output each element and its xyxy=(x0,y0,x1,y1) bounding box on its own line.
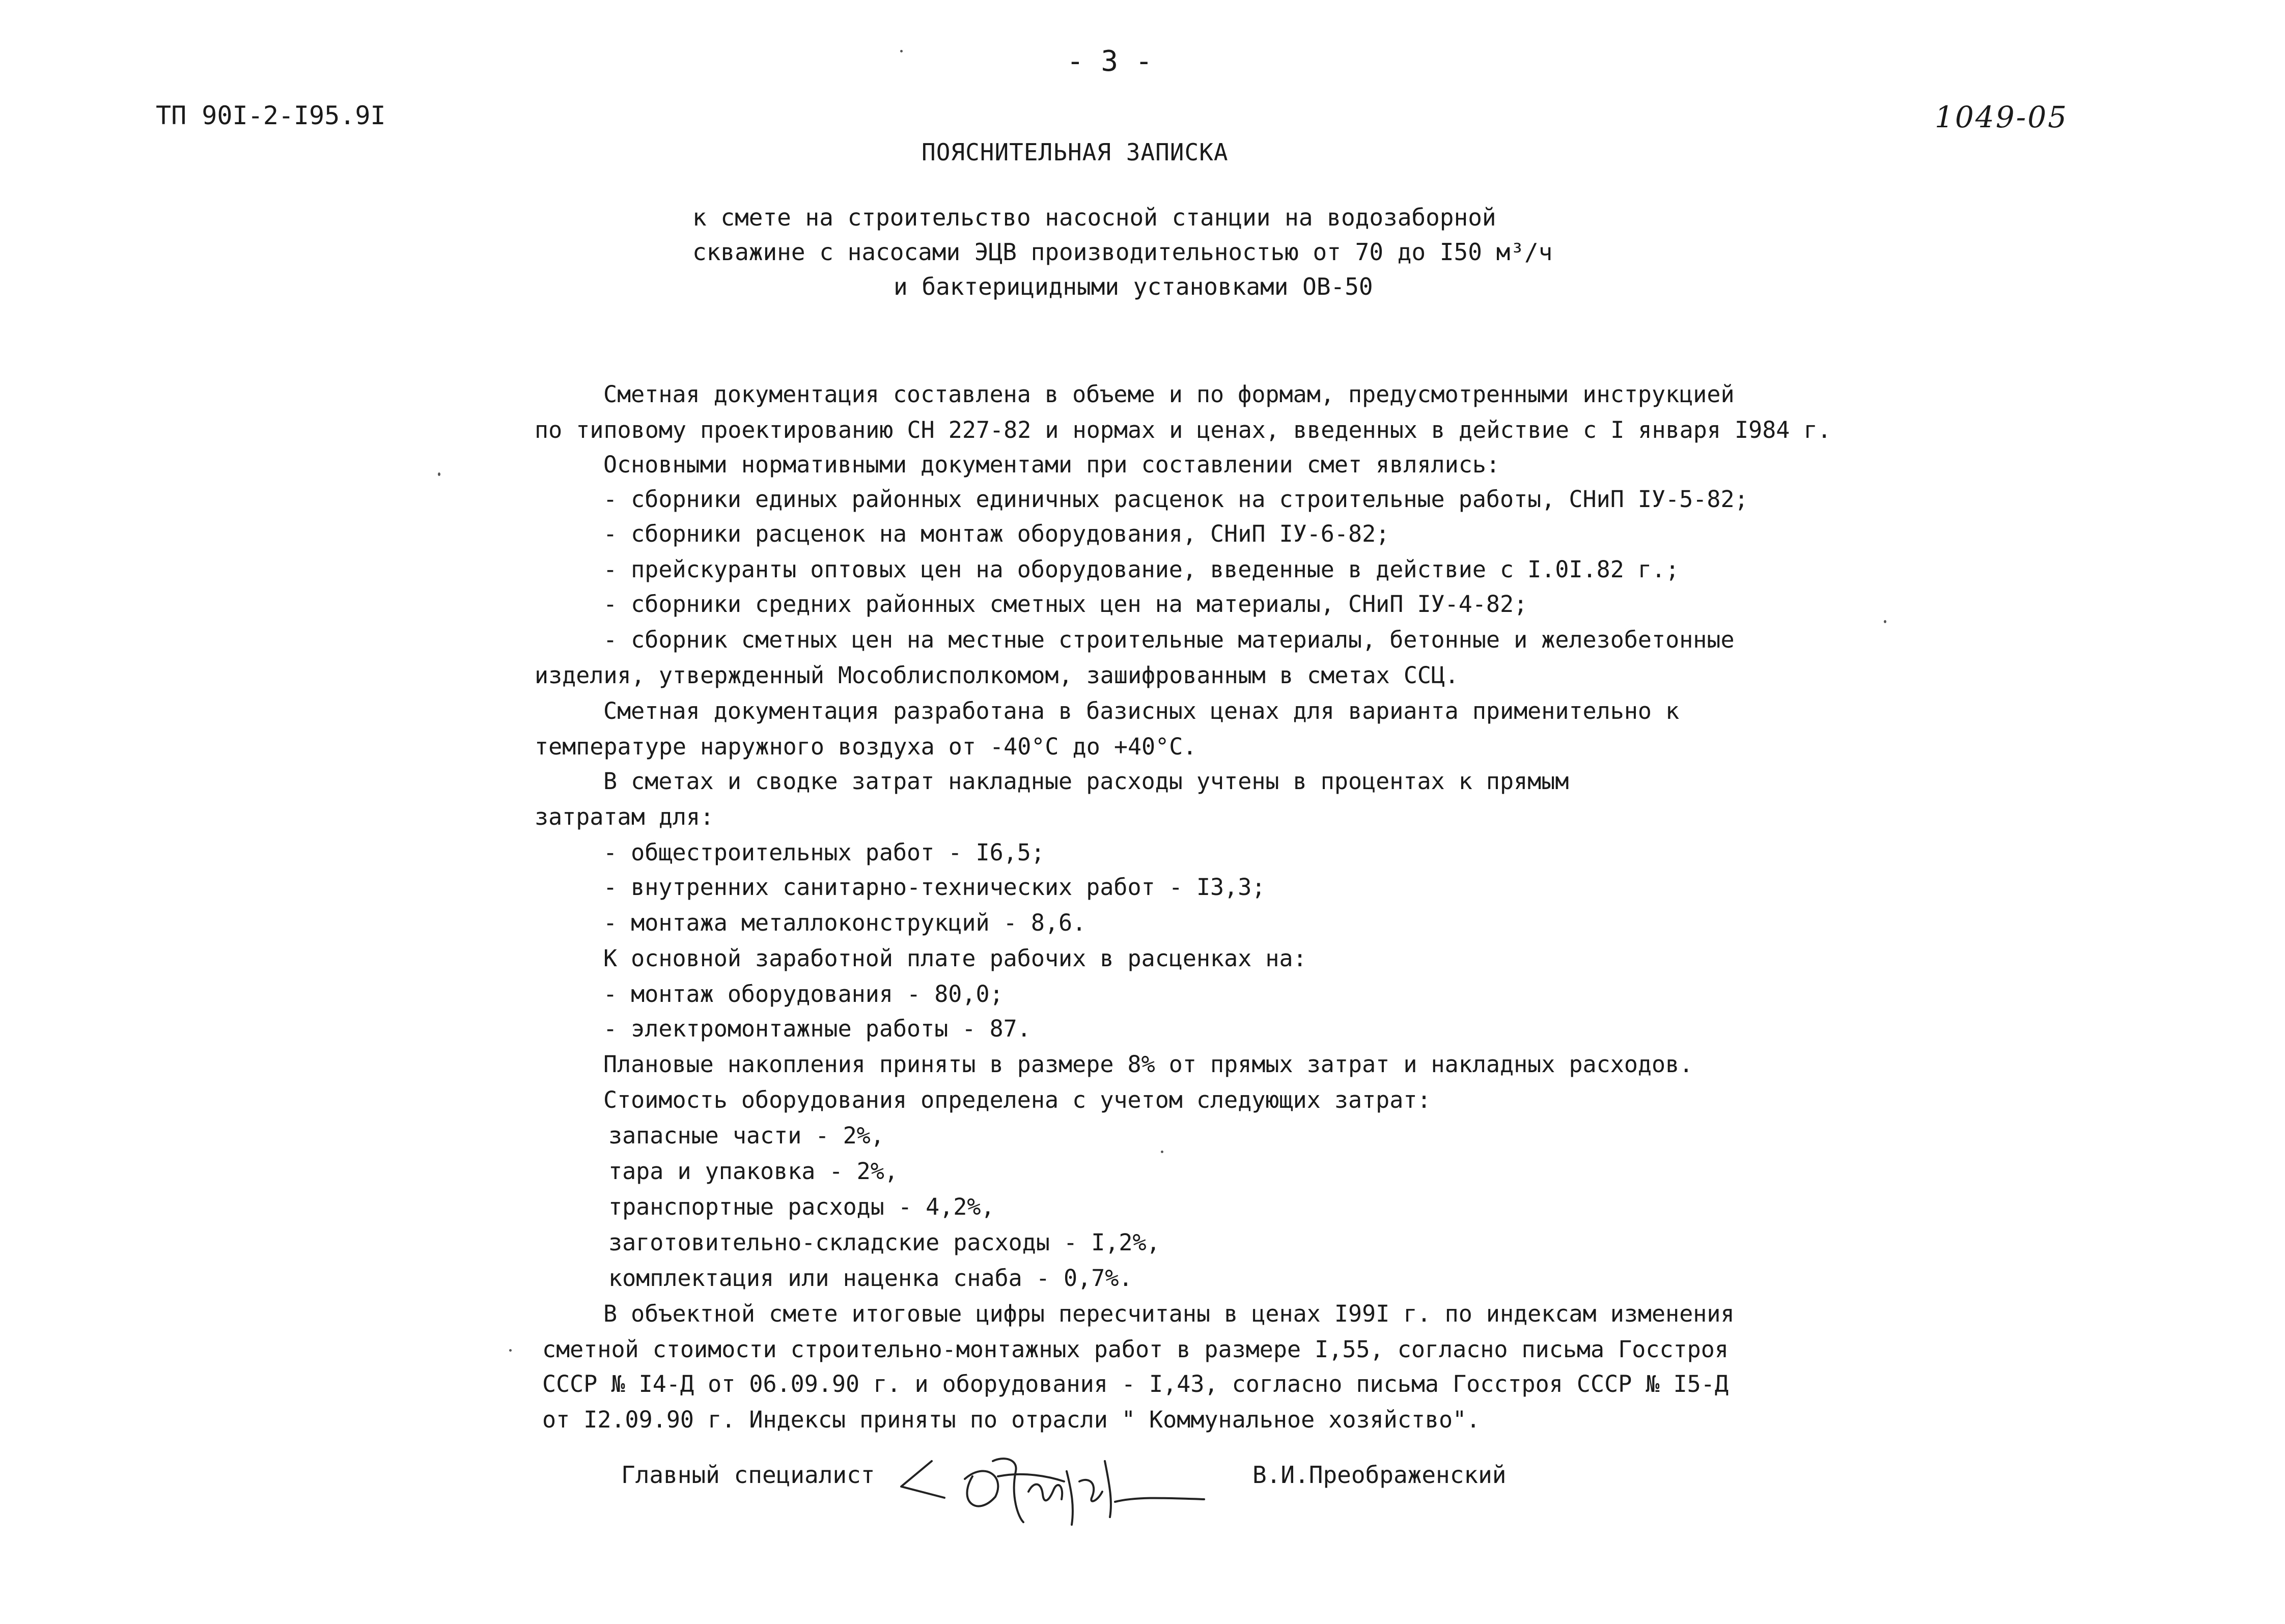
body-line: сметной стоимости строительно-монтажных работ в размере I,55, согласно письма Госстроя xyxy=(542,1336,1729,1363)
scan-speck xyxy=(900,50,903,52)
body-line: СССР № I4-Д от 06.09.90 г. и оборудования - I,43, согласно письма Госстроя СССР № I5-Д xyxy=(542,1370,1729,1397)
subtitle-line: и бактерицидными установками ОВ-50 xyxy=(894,273,1373,300)
body-line: - монтажа металлоконструкций - 8,6. xyxy=(603,909,1086,936)
body-line: комплектация или наценка снаба - 0,7%. xyxy=(608,1265,1133,1292)
handwritten-signature xyxy=(896,1441,1212,1527)
body-line: - сборники средних районных сметных цен на материалы, СНиП IУ-4-82; xyxy=(603,591,1528,618)
body-line: В сметах и сводке затрат накладные расходы учтены в процентах к прямым xyxy=(603,768,1569,795)
subtitle-line: к смете на строительство насосной станции на водозаборной xyxy=(692,204,1496,231)
body-line: изделия, утвержденный Мособлисполкомом, зашифрованным в сметах ССЦ. xyxy=(535,662,1459,689)
handwritten-code: 1049-05 xyxy=(1935,100,2069,134)
body-line: В объектной смете итоговые цифры пересчитаны в ценах I99I г. по индексам изменения xyxy=(603,1300,1735,1327)
body-line: Плановые накопления приняты в размере 8% от прямых затрат и накладных расходов. xyxy=(603,1051,1693,1078)
body-line: - сборники единых районных единичных расценок на строительные работы, СНиП IУ-5-82; xyxy=(603,486,1748,513)
body-line: запасные части - 2%, xyxy=(608,1122,884,1149)
body-line: Основными нормативными документами при составлении смет являлись: xyxy=(603,451,1500,478)
body-line: тара и упаковка - 2%, xyxy=(608,1158,898,1185)
body-line: - общестроительных работ - I6,5; xyxy=(603,839,1045,866)
body-line: заготовительно-складские расходы - I,2%, xyxy=(608,1229,1160,1256)
document-code: ТП 90I-2-I95.9I xyxy=(156,101,386,130)
scan-speck xyxy=(509,1349,512,1352)
body-line: - электромонтажные работы - 87. xyxy=(603,1015,1031,1042)
scan-speck xyxy=(1884,620,1886,623)
body-line: по типовому проектированию СН 227-82 и нормах и ценах, введенных в действие с I января I984 г. xyxy=(535,416,1831,443)
body-line: Сметная документация разработана в базисных ценах для варианта применительно к xyxy=(603,697,1680,724)
body-line: транспортные расходы - 4,2%, xyxy=(608,1193,995,1220)
body-line: температуре наружного воздуха от -40°С до +40°С. xyxy=(535,733,1197,760)
body-line: К основной заработной плате рабочих в расценках на: xyxy=(603,945,1307,972)
body-line: Сметная документация составлена в объеме и по формам, предусмотренными инструкцией xyxy=(603,381,1735,408)
scan-speck xyxy=(438,472,440,476)
scan-speck xyxy=(1161,1151,1163,1153)
body-line: Стоимость оборудования определена с учетом следующих затрат: xyxy=(603,1086,1431,1113)
signatory-name: В.И.Преображенский xyxy=(1252,1461,1507,1489)
body-line: - прейскуранты оптовых цен на оборудование, введенные в действие с I.0I.82 г.; xyxy=(603,556,1680,583)
signature-label: Главный специалист xyxy=(621,1461,875,1489)
body-line: от I2.09.90 г. Индексы приняты по отрасли " Коммунальное хозяйство". xyxy=(542,1406,1481,1433)
subtitle-line: скважине с насосами ЭЦВ производительностью от 70 до I50 м³/ч xyxy=(692,238,1553,266)
body-line: - сборник сметных цен на местные строительные материалы, бетонные и железобетонные xyxy=(603,626,1735,653)
page-number: - 3 - xyxy=(1067,45,1153,78)
document-title: ПОЯСНИТЕЛЬНАЯ ЗАПИСКА xyxy=(922,138,1229,166)
body-line: - монтаж оборудования - 80,0; xyxy=(603,981,1004,1007)
body-line: затратам для: xyxy=(535,803,714,830)
body-line: - внутренних санитарно-технических работ - I3,3; xyxy=(603,874,1266,901)
body-line: - сборники расценок на монтаж оборудования, СНиП IУ-6-82; xyxy=(603,520,1390,547)
